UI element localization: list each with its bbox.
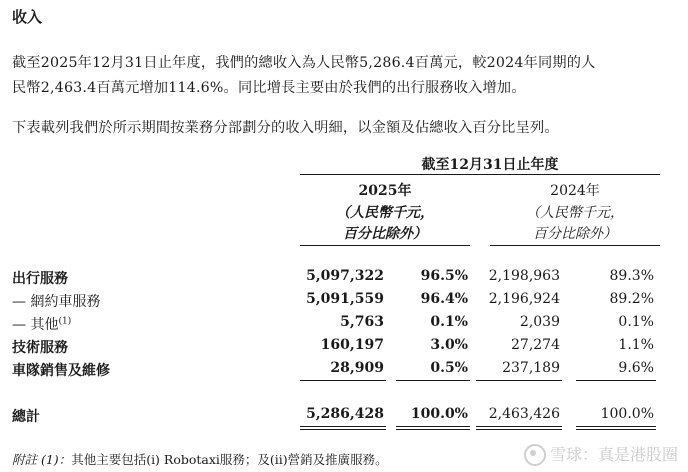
row-4-value-2024: 237,189 bbox=[502, 360, 560, 376]
footnote bbox=[12, 450, 388, 468]
subtotal-rule-v2025 bbox=[300, 380, 386, 381]
row-1-value-2025: 5,091,559 bbox=[306, 291, 384, 307]
paragraph-line-2: 民幣2,463.4百萬元增加114.6%。同比增長主要由於我們的出行服務收入增加。 bbox=[12, 80, 526, 96]
unit-2024-rule bbox=[490, 245, 660, 246]
total-percent-2025: 100.0% bbox=[410, 406, 468, 422]
unit-2024-line1: （人民幣千元， bbox=[526, 205, 624, 221]
total-dbl-rule-a2 bbox=[300, 429, 386, 430]
total-value-2025: 5,286,428 bbox=[306, 406, 384, 422]
row-label-others bbox=[12, 314, 71, 334]
total-dbl-rule-b2 bbox=[396, 429, 470, 430]
row-3-value-2024: 27,274 bbox=[511, 337, 560, 353]
row-2-percent-2024: 0.1% bbox=[618, 314, 654, 330]
total-dbl-rule-c2 bbox=[476, 429, 562, 430]
watermark-text: 雪球：真是港股圈 bbox=[549, 444, 678, 464]
subtotal-rule-p2025 bbox=[396, 380, 470, 381]
row-label-fleet-sales: 車隊銷售及維修 bbox=[12, 363, 110, 379]
row-1-percent-2024: 89.2% bbox=[609, 291, 654, 307]
footnote-label: 附註 (1)： bbox=[12, 452, 72, 467]
total-dbl-rule-a1 bbox=[300, 426, 386, 427]
year-2024-header: 2024年 bbox=[550, 183, 600, 199]
row-1-value-2024: 2,196,924 bbox=[488, 291, 560, 307]
row-2-value-2025: 5,763 bbox=[340, 314, 384, 330]
snowball-logo-icon bbox=[524, 444, 546, 466]
total-label: 總計 bbox=[12, 409, 40, 425]
unit-2025-line1: （人民幣千元， bbox=[336, 205, 434, 221]
total-dbl-rule-c1 bbox=[476, 426, 562, 427]
row-0-value-2025: 5,097,322 bbox=[306, 268, 384, 284]
row-3-percent-2025: 3.0% bbox=[430, 337, 468, 353]
row-2-percent-2025: 0.1% bbox=[430, 314, 468, 330]
subtotal-rule-v2024 bbox=[476, 380, 562, 381]
row-4-value-2025: 28,909 bbox=[330, 360, 384, 376]
row-label-ride-hailing: — 網約車服務 bbox=[12, 294, 101, 310]
subtotal-rule-p2024 bbox=[576, 380, 656, 381]
unit-2025-line2: 百分比除外） bbox=[343, 226, 427, 242]
total-dbl-rule-b1 bbox=[396, 426, 470, 427]
row-3-value-2025: 160,197 bbox=[320, 337, 384, 353]
footnote-marker: (1) bbox=[58, 316, 72, 327]
row-label-mobility-services: 出行服務 bbox=[12, 271, 68, 287]
row-4-percent-2025: 0.5% bbox=[430, 360, 468, 376]
total-value-2024: 2,463,426 bbox=[488, 406, 560, 422]
total-percent-2024: 100.0% bbox=[600, 406, 654, 422]
row-1-percent-2025: 96.4% bbox=[420, 291, 468, 307]
row-0-percent-2024: 89.3% bbox=[609, 268, 654, 284]
row-2-value-2024: 2,039 bbox=[519, 314, 560, 330]
total-dbl-rule-d1 bbox=[576, 426, 656, 427]
paragraph-intro-table: 下表載列我們於所示期間按業務分部劃分的收入明細，以金額及佔總收入百分比呈列。 bbox=[12, 120, 559, 136]
footnote-text: 其他主要包括(i) Robotaxi服務；及(ii)營銷及推廣服務。 bbox=[71, 452, 388, 467]
section-title: 收入 bbox=[12, 8, 43, 26]
row-label-technology-services: 技術服務 bbox=[12, 340, 68, 356]
row-3-percent-2024: 1.1% bbox=[618, 337, 654, 353]
year-2025-header: 2025年 bbox=[358, 183, 412, 199]
row-4-percent-2024: 9.6% bbox=[618, 360, 654, 376]
paragraph-line-1: 截至2025年12月31日止年度，我們的總收入為人民幣5,286.4百萬元，較2024年同期的人 bbox=[12, 55, 596, 71]
total-dbl-rule-d2 bbox=[576, 429, 656, 430]
unit-2024-line2: 百分比除外） bbox=[533, 226, 617, 242]
row-0-value-2024: 2,198,963 bbox=[488, 268, 560, 284]
row-0-percent-2025: 96.5% bbox=[420, 268, 468, 284]
unit-2025-rule bbox=[300, 245, 470, 246]
watermark bbox=[524, 442, 678, 467]
period-header: 截至12月31日止年度 bbox=[421, 157, 559, 173]
header-rule bbox=[300, 174, 660, 175]
row-2-label-text: — 其他 bbox=[12, 317, 59, 333]
